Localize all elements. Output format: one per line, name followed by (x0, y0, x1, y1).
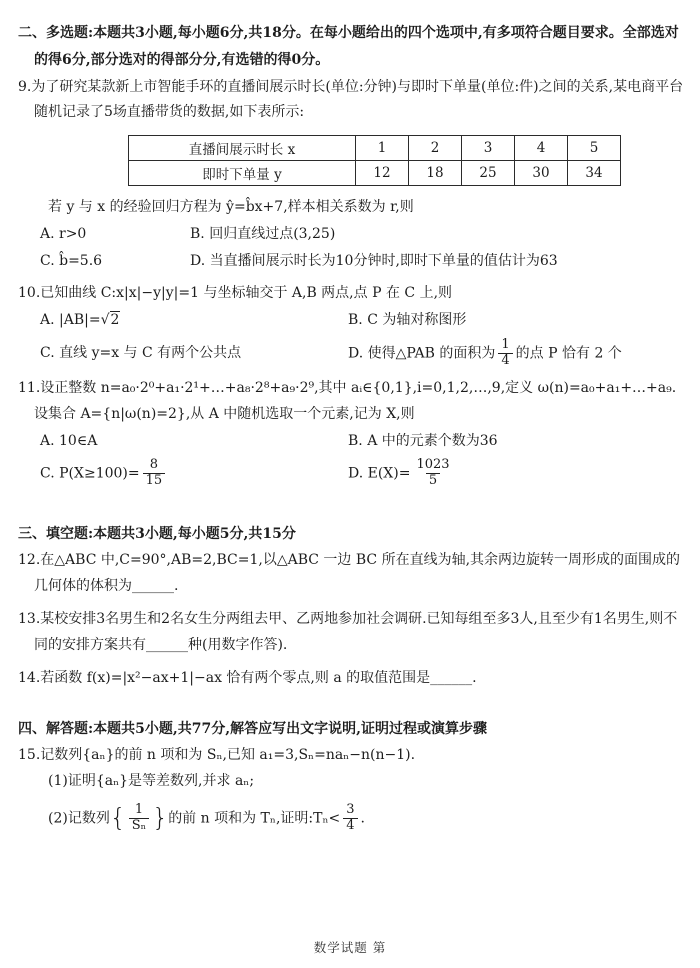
fraction-numerator: 1 (134, 801, 144, 817)
fraction-numerator: 3 (346, 801, 355, 817)
table-cell-y1: 12 (356, 161, 409, 186)
q9-stem: 9.为了研究某款新上市智能手环的直播间展示时长(单位:分钟)与即时下单量(单位:件)之间的关系,某电商平台随机记录了5场直播带货的数据,如下表所示: (18, 78, 684, 121)
table-cell-y5: 34 (568, 161, 621, 186)
q11-option-a: A. 10∈A (40, 432, 98, 449)
q11-option-b: B. A 中的元素个数为36 (348, 432, 498, 449)
q10-option-d (348, 338, 622, 369)
right-brace: } (152, 802, 169, 832)
section-answer-heading: 四、解答题:本题共5小题,共77分,解答应写出文字说明,证明过程或演算步骤 (18, 720, 488, 737)
fraction-denominator: 4 (498, 353, 512, 369)
section-fill-blank-heading: 三、填空题:本题共3小题,每小题5分,共15分 (18, 526, 296, 543)
q9-data-table (128, 135, 621, 186)
fraction-one-over-sn (129, 803, 150, 834)
q11-stem: 11.设正整数 n=a₀·2⁰+a₁·2¹+…+a₈·2⁸+a₉·2⁹,其中 aᵢ∈{0,1},i=0,1,2,…,9,定义 ω(n)=a₀+a₁+…+a₉.设集合 A={n|ω(n)=2},从 A 中随机选取一个元素,记为 X,则 (18, 379, 677, 422)
q15-stem: 15.记数列{aₙ}的前 n 项和为 Sₙ,已知 a₁=3,Sₙ=naₙ−n(n−1). (18, 747, 416, 764)
q10-option-c: C. 直线 y=x 与 C 有两个公共点 (40, 345, 242, 362)
fraction-denominator: Sₙ (129, 818, 150, 834)
q11-option-d-pre: D. E(X)= (348, 465, 411, 482)
section-multi-choice-heading: 二、多选题:本题共3小题,每小题6分,共18分。在每小题给出的四个选项中,有多项符合题目要求。全部选对的得6分,部分选对的得部分分,有选错的得0分。 (18, 25, 679, 69)
q10-options-row-1 (18, 307, 684, 334)
q9-options-row-2 (18, 248, 684, 275)
q9-option-a: A. r>0 (40, 226, 87, 243)
q10-stem: 10.已知曲线 C:x|x|−y|y|=1 与坐标轴交于 A,B 两点,点 P 在 C 上,则 (18, 285, 453, 302)
q15-part1: (1)证明{aₙ}是等差数列,并求 aₙ; (48, 773, 255, 789)
q15-part2-mid: 的前 n 项和为 Tₙ,证明:Tₙ< (168, 810, 341, 827)
q11-option-c (40, 458, 348, 489)
q10-option-d-post: 的点 P 恰有 2 个 (515, 345, 622, 362)
table-cell-x4: 4 (515, 136, 568, 161)
q9-options-row-1 (18, 221, 684, 248)
q11-options-row-2 (18, 458, 684, 489)
table-row2-label: 即时下单量 y (129, 161, 356, 186)
left-brace: { (109, 802, 126, 832)
fraction-numerator: 1023 (416, 457, 450, 473)
table-cell-x2: 2 (409, 136, 462, 161)
page-footer: 数学试题 第 (313, 940, 387, 955)
q9-option-c: C. b̂=5.6 (40, 252, 103, 269)
q15-part2-end: . (360, 810, 365, 827)
q9-option-b: B. 回归直线过点(3,25) (190, 226, 336, 243)
fraction-denominator: 15 (143, 473, 166, 489)
q10-options-row-2 (18, 338, 684, 369)
fraction-one-fourth (498, 338, 512, 369)
q15-part2 (18, 795, 684, 841)
q10-option-a (40, 307, 348, 334)
table-row-display-time (129, 136, 621, 161)
fraction-eight-fifteenths (143, 458, 166, 489)
q12-stem: 12.在△ABC 中,C=90°,AB=2,BC=1,以△ABC 一边 BC 所在直线为轴,其余两边旋转一周形成的面围成的几何体的体积为______. (18, 552, 681, 595)
table-row1-label: 直播间展示时长 x (129, 136, 356, 161)
table-cell-x3: 3 (462, 136, 515, 161)
q11-options-row-1 (18, 428, 684, 455)
fraction-three-fourths (343, 803, 357, 834)
fraction-denominator: 4 (343, 818, 357, 834)
q11-option-c-pre: C. P(X≥100)= (40, 465, 140, 482)
q9-option-d: D. 当直播间展示时长为10分钟时,即时下单量的值估计为63 (190, 252, 558, 269)
q11-option-d (348, 458, 456, 489)
table-cell-y2: 18 (409, 161, 462, 186)
q13-stem: 13.某校安排3名男生和2名女生分两组去甲、乙两地参加社会调研.已知每组至多3人,且至少有1名男生,则不同的安排方案共有______种(用数字作答). (18, 611, 678, 654)
table-cell-x1: 1 (356, 136, 409, 161)
sqrt-radicand: 2 (110, 312, 120, 329)
table-cell-y3: 25 (462, 161, 515, 186)
fraction-denominator: 5 (426, 473, 440, 489)
q15-part2-pre: (2)记数列 (48, 810, 110, 827)
q14-stem: 14.若函数 f(x)=|x²−ax+1|−ax 恰有两个零点,则 a 的取值范围是______. (18, 669, 477, 686)
table-row-order-count (129, 161, 621, 186)
table-cell-y4: 30 (515, 161, 568, 186)
fraction-1023-fifths (413, 458, 452, 489)
q9-followup: 若 y 与 x 的经验回归方程为 ŷ=b̂x+7,样本相关系数为 r,则 (48, 199, 414, 216)
q10-option-b: B. C 为轴对称图形 (348, 312, 467, 329)
fraction-numerator: 8 (149, 457, 159, 473)
q10-option-d-pre: D. 使得△PAB 的面积为 (348, 345, 496, 362)
table-cell-x5: 5 (568, 136, 621, 161)
fraction-numerator: 1 (501, 336, 510, 352)
q10-option-a-text: A. |AB|=√ (40, 312, 110, 329)
